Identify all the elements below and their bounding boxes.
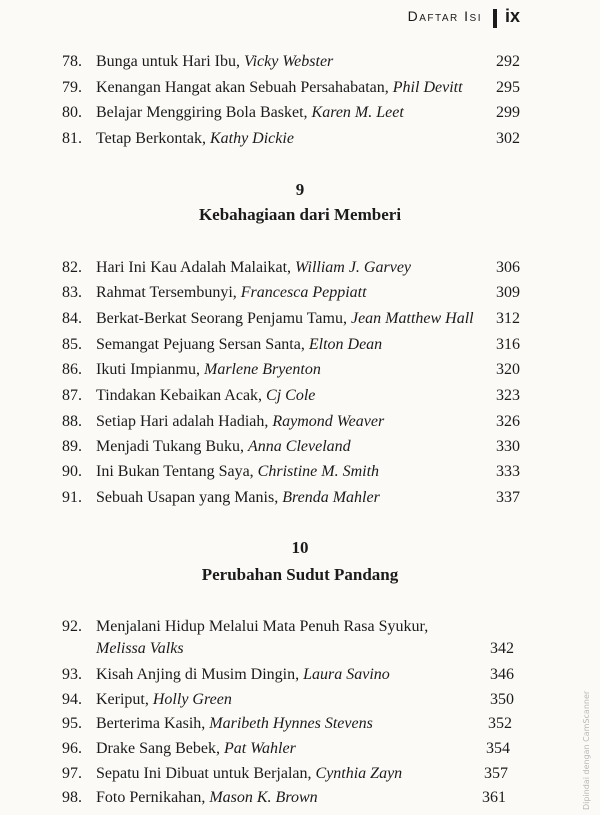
entry-title: Hari Ini Kau Adalah Malaikat, [96,259,296,276]
chapter-number: 9 [295,180,305,199]
entry-title: Sepatu Ini Dibuat untuk Berjalan, [96,765,316,782]
entry-author: Pat Wahler [223,740,296,757]
entry-page: 342 [490,640,514,657]
entry-title: Ikuti Impianmu, [96,361,204,378]
entry-number: 85. [62,336,82,353]
entry-page: 309 [496,284,520,301]
entry-number: 83. [62,284,82,301]
entry-author: Melissa Valks [96,640,184,657]
toc-entry [62,129,522,149]
toc-entry [62,690,522,710]
entry-title: Semangat Pejuang Sersan Santa, [96,336,309,353]
entry-author: Francesca Peppiatt [240,284,367,301]
entry-page: 350 [490,691,514,708]
toc-entry [62,488,522,508]
entry-number: 84. [62,310,82,327]
entry-title: Ini Bukan Tentang Saya, [96,463,258,480]
entry-title: Berterima Kasih, [96,715,210,732]
entry-number: 86. [62,361,82,378]
entry-title: Setiap Hari adalah Hadiah, [96,413,273,430]
entry-author: Phil Devitt [392,79,463,96]
entry-title: Foto Pernikahan, [96,789,210,806]
entry-author: Maribeth Hynnes Stevens [209,715,373,732]
entry-number: 88. [62,413,82,430]
entry-page: 299 [496,104,520,121]
entry-page: 333 [496,463,520,480]
entry-page: 352 [488,715,512,732]
entry-number: 94. [62,691,82,708]
entry-number: 95. [62,715,82,732]
entry-page: 292 [496,53,520,70]
toc-entry [62,739,522,759]
entry-number: 80. [62,104,82,121]
watermark-text: Dipindai dengan CamScanner [582,690,591,810]
toc-entry [62,78,522,98]
toc-entry [62,788,522,808]
toc-entry [62,617,522,659]
entry-author: Kathy Dickie [209,130,294,147]
entry-number: 93. [62,666,82,683]
entry-number: 82. [62,259,82,276]
toc-entry [62,283,522,303]
entry-author: Vicky Webster [243,53,334,70]
entry-author: Holly Green [152,691,232,708]
entry-page: 312 [496,310,520,327]
entry-title: Bunga untuk Hari Ibu, [96,53,244,70]
toc-entry [62,462,522,482]
entry-title: Drake Sang Bebek, [96,740,224,757]
entry-title: Berkat-Berkat Seorang Penjamu Tamu, [96,310,351,327]
entry-author: Raymond Weaver [272,413,385,430]
entry-author: Mason K. Brown [209,789,318,806]
scanner-watermark [582,670,594,810]
entry-author: Marlene Bryenton [203,361,321,378]
entry-page: 346 [490,666,514,683]
toc-entry [62,309,522,329]
toc-entry [62,665,522,685]
entry-number: 89. [62,438,82,455]
entry-author: Brenda Mahler [282,489,380,506]
entry-page: 306 [496,259,520,276]
entry-author: Karen M. Leet [311,104,404,121]
entry-author: Elton Dean [308,336,383,353]
toc-entry [62,335,522,355]
toc-entry [62,386,522,406]
entry-number: 92. [62,618,82,635]
entry-page: 320 [496,361,520,378]
entry-title: Menjadi Tukang Buku, [96,438,249,455]
entry-title: Belajar Menggiring Bola Basket, [96,104,312,121]
entry-page: 295 [496,79,520,96]
toc-entry [62,258,522,278]
entry-title: Kenangan Hangat akan Sebuah Persahabatan, [96,79,393,96]
entry-number: 78. [62,53,82,70]
entry-title: Tindakan Kebaikan Acak, [96,387,267,404]
entry-page: 302 [496,130,520,147]
entry-page: 354 [486,740,510,757]
toc-entry [62,360,522,380]
entry-title: Rahmat Tersembunyi, [96,284,241,301]
toc-entry [62,714,522,734]
entry-author: Jean Matthew Hall [350,310,474,327]
entry-number: 98. [62,789,82,806]
entry-page: 361 [482,789,506,806]
page-numeral: ix [504,6,520,26]
entry-title: Kisah Anjing di Musim Dingin, [96,666,304,683]
entry-number: 91. [62,489,82,506]
entry-author: William J. Garvey [295,259,412,276]
entry-number: 87. [62,387,82,404]
toc-entry [62,52,522,72]
entry-page: 337 [496,489,520,506]
entry-number: 97. [62,765,82,782]
toc-entry [62,412,522,432]
chapter-title: Kebahagiaan dari Memberi [198,205,402,224]
chapter-number: 10 [291,538,309,557]
entry-title: Keriput, [96,691,153,708]
entry-author: Christine M. Smith [257,463,380,480]
entry-page: 357 [484,765,508,782]
entry-title: Sebuah Usapan yang Manis, [96,489,283,506]
chapter-title: Perubahan Sudut Pandang [201,565,399,584]
toc-entry [62,437,522,457]
entry-author: Laura Savino [303,666,390,683]
entry-page: 326 [496,413,520,430]
entry-title: Tetap Berkontak, [96,130,210,147]
entry-page: 316 [496,336,520,353]
entry-number: 79. [62,79,82,96]
toc-entry [62,764,522,784]
entry-author: Cynthia Zayn [315,765,403,782]
entry-number: 90. [62,463,82,480]
section-title: Daftar Isi [407,8,482,24]
entry-number: 81. [62,130,82,147]
toc-entry [62,103,522,123]
entry-page: 323 [496,387,520,404]
entry-author: Cj Cole [266,387,316,404]
entry-title: Menjalani Hidup Melalui Mata Penuh Rasa Syukur, [96,618,429,635]
entry-number: 96. [62,740,82,757]
entry-author: Anna Cleveland [248,438,351,455]
entry-page: 330 [496,438,520,455]
